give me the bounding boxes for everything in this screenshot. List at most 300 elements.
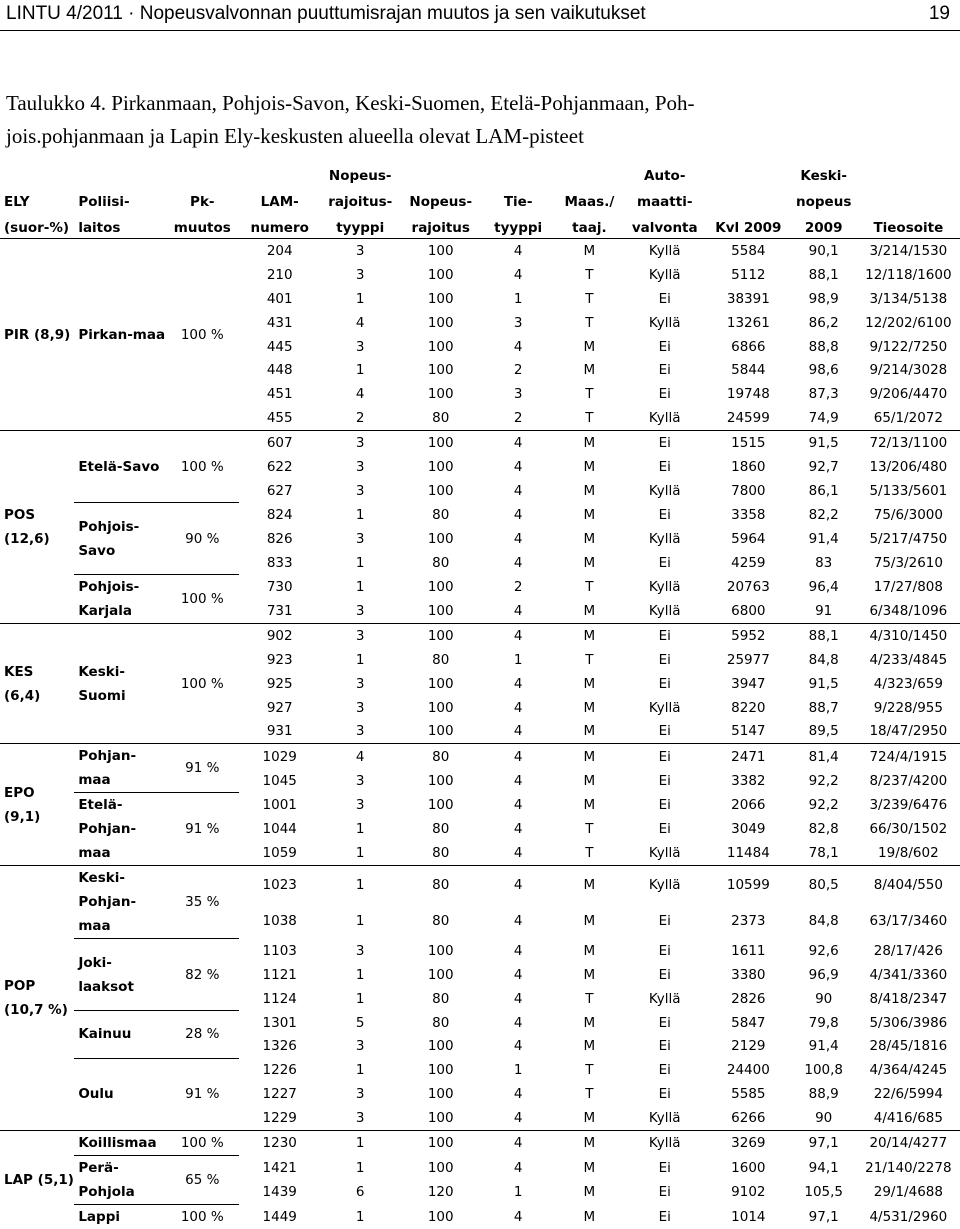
data-cell: 75/3/2610 bbox=[857, 551, 960, 575]
data-cell: 1 bbox=[320, 963, 401, 987]
data-cell: 4 bbox=[481, 841, 555, 866]
police-office-cell: Lappi bbox=[74, 1205, 165, 1229]
data-cell: 79,8 bbox=[791, 1011, 857, 1035]
data-cell: Kyllä bbox=[623, 239, 706, 263]
data-cell: 21/140/2278 bbox=[857, 1156, 960, 1181]
header-speed-line-1: Keski- bbox=[791, 160, 857, 186]
data-cell: 1 bbox=[320, 1205, 401, 1229]
data-cell: 83 bbox=[791, 551, 857, 575]
data-cell: Ei bbox=[623, 648, 706, 672]
data-cell: 96,4 bbox=[791, 574, 857, 598]
data-cell: 1 bbox=[320, 903, 401, 939]
data-cell: 4 bbox=[481, 1082, 555, 1106]
header-address-line-2 bbox=[857, 186, 960, 212]
data-cell: 5112 bbox=[706, 263, 791, 287]
data-cell: 28/45/1816 bbox=[857, 1034, 960, 1058]
data-cell: Ei bbox=[623, 793, 706, 817]
header-limit-line-1 bbox=[400, 160, 481, 186]
data-cell: M bbox=[555, 793, 623, 817]
data-cell: 3 bbox=[320, 769, 401, 793]
data-cell: 1023 bbox=[239, 866, 320, 903]
data-cell: 75/6/3000 bbox=[857, 503, 960, 527]
data-cell: M bbox=[555, 963, 623, 987]
data-cell: 431 bbox=[239, 311, 320, 335]
data-cell: Kyllä bbox=[623, 1106, 706, 1130]
data-cell: T bbox=[555, 841, 623, 866]
data-cell: 724/4/1915 bbox=[857, 744, 960, 769]
page-header bbox=[0, 0, 960, 31]
change-cell: 100 % bbox=[165, 1205, 239, 1229]
page-number: 19 bbox=[929, 3, 950, 25]
data-cell: 4 bbox=[481, 793, 555, 817]
data-cell: 87,3 bbox=[791, 382, 857, 406]
data-cell: 13/206/480 bbox=[857, 455, 960, 479]
table-row bbox=[0, 623, 960, 647]
data-cell: 88,1 bbox=[791, 623, 857, 647]
caption-line-2: jois.pohjanmaan ja Lapin Ely-keskusten alueella olevat LAM-pisteet bbox=[6, 120, 766, 153]
data-cell: 90 bbox=[791, 1106, 857, 1130]
data-cell: 4/531/2960 bbox=[857, 1205, 960, 1229]
data-cell: 86,1 bbox=[791, 479, 857, 503]
data-cell: M bbox=[555, 358, 623, 382]
data-cell: 607 bbox=[239, 431, 320, 455]
table-row bbox=[0, 503, 960, 527]
header-road_type-line-2: Tie- bbox=[481, 186, 555, 212]
data-cell: 94,1 bbox=[791, 1156, 857, 1181]
data-cell: 97,1 bbox=[791, 1205, 857, 1229]
data-cell: 5844 bbox=[706, 358, 791, 382]
data-cell: M bbox=[555, 551, 623, 575]
data-cell: 5847 bbox=[706, 1011, 791, 1035]
data-cell: Kyllä bbox=[623, 479, 706, 503]
data-cell: 3 bbox=[320, 1034, 401, 1058]
running-header: LINTU 4/2011 · Nopeusvalvonnan puuttumisrajan muutos ja sen vaikutukset bbox=[6, 3, 646, 25]
data-cell: 9/122/7250 bbox=[857, 335, 960, 359]
data-cell: 1 bbox=[320, 817, 401, 841]
data-cell: 451 bbox=[239, 382, 320, 406]
data-cell: 100 bbox=[400, 431, 481, 455]
table-row bbox=[0, 939, 960, 963]
data-cell: 22/6/5994 bbox=[857, 1082, 960, 1106]
data-cell: 38391 bbox=[706, 287, 791, 311]
data-cell: M bbox=[555, 1106, 623, 1130]
data-cell: 88,1 bbox=[791, 263, 857, 287]
police-office-cell: Perä-Pohjola bbox=[74, 1156, 165, 1205]
data-cell: T bbox=[555, 287, 623, 311]
data-cell: 3269 bbox=[706, 1131, 791, 1156]
table-row bbox=[0, 574, 960, 598]
data-cell: 3/134/5138 bbox=[857, 287, 960, 311]
data-cell: Ei bbox=[623, 1205, 706, 1229]
change-cell: 65 % bbox=[165, 1156, 239, 1205]
table-body bbox=[0, 239, 960, 1229]
data-cell: 4 bbox=[481, 696, 555, 720]
data-cell: 29/1/4688 bbox=[857, 1180, 960, 1205]
data-cell: 100 bbox=[400, 382, 481, 406]
data-cell: T bbox=[555, 648, 623, 672]
data-cell: 3 bbox=[320, 939, 401, 963]
data-cell: 5 bbox=[320, 1011, 401, 1035]
data-cell: 25977 bbox=[706, 648, 791, 672]
data-cell: 1 bbox=[320, 1058, 401, 1082]
data-cell: 1059 bbox=[239, 841, 320, 866]
data-cell: 88,7 bbox=[791, 696, 857, 720]
data-cell: 3 bbox=[481, 311, 555, 335]
table-row bbox=[0, 239, 960, 263]
data-cell: 100 bbox=[400, 672, 481, 696]
data-cell: 100,8 bbox=[791, 1058, 857, 1082]
table-row bbox=[0, 1156, 960, 1181]
data-cell: 96,9 bbox=[791, 963, 857, 987]
data-cell: Kyllä bbox=[623, 574, 706, 598]
data-cell: 3380 bbox=[706, 963, 791, 987]
data-cell: 1 bbox=[320, 574, 401, 598]
data-cell: M bbox=[555, 623, 623, 647]
data-cell: 1 bbox=[320, 1131, 401, 1156]
data-cell: Kyllä bbox=[623, 311, 706, 335]
header-limit_type-line-1: Nopeus- bbox=[320, 160, 401, 186]
data-cell: 1 bbox=[320, 648, 401, 672]
data-cell: M bbox=[555, 455, 623, 479]
data-cell: 5147 bbox=[706, 720, 791, 744]
data-cell: 4 bbox=[481, 335, 555, 359]
data-cell: 925 bbox=[239, 672, 320, 696]
header-limit_type-line-3: tyyppi bbox=[320, 212, 401, 239]
data-cell: 1 bbox=[320, 287, 401, 311]
change-cell: 100 % bbox=[165, 239, 239, 431]
ely-cell: POP (10,7 %) bbox=[0, 866, 74, 1131]
header-limit-line-2: Nopeus- bbox=[400, 186, 481, 212]
data-cell: 9102 bbox=[706, 1180, 791, 1205]
data-cell: M bbox=[555, 903, 623, 939]
data-cell: 4 bbox=[481, 503, 555, 527]
data-cell: 91 bbox=[791, 599, 857, 624]
data-cell: 82,2 bbox=[791, 503, 857, 527]
data-cell: 1 bbox=[320, 358, 401, 382]
data-cell: 3/214/1530 bbox=[857, 239, 960, 263]
data-cell: 4 bbox=[481, 551, 555, 575]
data-cell: 1230 bbox=[239, 1131, 320, 1156]
police-office-cell: Pohjan-maa bbox=[74, 744, 165, 793]
data-cell: 1014 bbox=[706, 1205, 791, 1229]
data-cell: 1038 bbox=[239, 903, 320, 939]
data-cell: Ei bbox=[623, 720, 706, 744]
data-cell: Ei bbox=[623, 287, 706, 311]
data-cell: 5/133/5601 bbox=[857, 479, 960, 503]
data-cell: 4 bbox=[481, 963, 555, 987]
data-cell: 401 bbox=[239, 287, 320, 311]
data-cell: 1326 bbox=[239, 1034, 320, 1058]
header-auto-line-2: maatti- bbox=[623, 186, 706, 212]
data-cell: 4 bbox=[481, 987, 555, 1011]
data-cell: 100 bbox=[400, 769, 481, 793]
lam-table bbox=[0, 160, 960, 1229]
ely-cell: PIR (8,9) bbox=[0, 239, 74, 431]
data-cell: 6800 bbox=[706, 599, 791, 624]
data-cell: Ei bbox=[623, 672, 706, 696]
data-cell: 5964 bbox=[706, 527, 791, 551]
data-cell: 3 bbox=[320, 720, 401, 744]
police-office-cell: Koillismaa bbox=[74, 1131, 165, 1156]
data-cell: 6866 bbox=[706, 335, 791, 359]
data-cell: 8/418/2347 bbox=[857, 987, 960, 1011]
data-cell: 3 bbox=[320, 1106, 401, 1130]
data-cell: Kyllä bbox=[623, 406, 706, 430]
data-cell: 3 bbox=[320, 599, 401, 624]
change-cell: 82 % bbox=[165, 939, 239, 1011]
data-cell: 4259 bbox=[706, 551, 791, 575]
data-cell: Ei bbox=[623, 335, 706, 359]
data-cell: 100 bbox=[400, 1034, 481, 1058]
data-cell: 4/341/3360 bbox=[857, 963, 960, 987]
data-cell: 92,6 bbox=[791, 939, 857, 963]
data-cell: 12/118/1600 bbox=[857, 263, 960, 287]
data-cell: 80 bbox=[400, 551, 481, 575]
data-cell: 92,7 bbox=[791, 455, 857, 479]
data-cell: 204 bbox=[239, 239, 320, 263]
data-cell: 24599 bbox=[706, 406, 791, 430]
data-cell: 1229 bbox=[239, 1106, 320, 1130]
caption-line-1: Taulukko 4. Pirkanmaan, Pohjois-Savon, Keski-Suomen, Etelä-Pohjanmaan, Poh- bbox=[6, 87, 766, 120]
data-cell: M bbox=[555, 696, 623, 720]
data-cell: 1860 bbox=[706, 455, 791, 479]
police-office-cell: Joki-laaksot bbox=[74, 939, 165, 1011]
data-cell: 28/17/426 bbox=[857, 939, 960, 963]
data-cell: 80 bbox=[400, 744, 481, 769]
data-cell: 97,1 bbox=[791, 1131, 857, 1156]
data-cell: 100 bbox=[400, 939, 481, 963]
data-cell: 89,5 bbox=[791, 720, 857, 744]
data-cell: 3 bbox=[320, 1082, 401, 1106]
data-cell: 1 bbox=[481, 648, 555, 672]
data-cell: 91,5 bbox=[791, 431, 857, 455]
police-office-cell: Kainuu bbox=[74, 1011, 165, 1059]
data-cell: 81,4 bbox=[791, 744, 857, 769]
data-cell: M bbox=[555, 720, 623, 744]
data-cell: 1439 bbox=[239, 1180, 320, 1205]
data-cell: 91,4 bbox=[791, 1034, 857, 1058]
data-cell: 98,6 bbox=[791, 358, 857, 382]
data-cell: Ei bbox=[623, 939, 706, 963]
data-cell: 1045 bbox=[239, 769, 320, 793]
change-cell: 100 % bbox=[165, 431, 239, 503]
data-cell: Ei bbox=[623, 963, 706, 987]
data-cell: 88,8 bbox=[791, 335, 857, 359]
header-office-line-3: laitos bbox=[74, 212, 165, 239]
data-cell: 80 bbox=[400, 648, 481, 672]
data-cell: 4/233/4845 bbox=[857, 648, 960, 672]
data-cell: 82,8 bbox=[791, 817, 857, 841]
data-cell: Ei bbox=[623, 903, 706, 939]
data-cell: M bbox=[555, 503, 623, 527]
data-cell: 11484 bbox=[706, 841, 791, 866]
data-cell: 4 bbox=[481, 455, 555, 479]
data-cell: 627 bbox=[239, 479, 320, 503]
data-cell: 10599 bbox=[706, 866, 791, 903]
data-cell: Kyllä bbox=[623, 987, 706, 1011]
data-cell: 91,4 bbox=[791, 527, 857, 551]
data-cell: 72/13/1100 bbox=[857, 431, 960, 455]
data-cell: 4 bbox=[481, 1034, 555, 1058]
data-cell: 24400 bbox=[706, 1058, 791, 1082]
data-cell: M bbox=[555, 1131, 623, 1156]
data-cell: 80 bbox=[400, 406, 481, 430]
data-cell: 1301 bbox=[239, 1011, 320, 1035]
data-cell: Ei bbox=[623, 431, 706, 455]
change-cell: 35 % bbox=[165, 866, 239, 939]
data-cell: 1449 bbox=[239, 1205, 320, 1229]
data-cell: 63/17/3460 bbox=[857, 903, 960, 939]
data-cell: 3 bbox=[320, 696, 401, 720]
table-header bbox=[0, 160, 960, 239]
data-cell: 100 bbox=[400, 793, 481, 817]
table-row bbox=[0, 744, 960, 769]
data-cell: 1 bbox=[320, 551, 401, 575]
data-cell: Ei bbox=[623, 623, 706, 647]
data-cell: 4 bbox=[481, 744, 555, 769]
table-row bbox=[0, 793, 960, 817]
data-cell: 2129 bbox=[706, 1034, 791, 1058]
data-cell: 100 bbox=[400, 1156, 481, 1181]
data-cell: Kyllä bbox=[623, 696, 706, 720]
data-cell: 4 bbox=[481, 1131, 555, 1156]
data-cell: 4 bbox=[481, 769, 555, 793]
data-cell: 19748 bbox=[706, 382, 791, 406]
data-cell: 833 bbox=[239, 551, 320, 575]
data-cell: 100 bbox=[400, 963, 481, 987]
header-road_type-line-1 bbox=[481, 160, 555, 186]
data-cell: 3 bbox=[320, 239, 401, 263]
data-cell: 80 bbox=[400, 903, 481, 939]
data-cell: 20/14/4277 bbox=[857, 1131, 960, 1156]
data-cell: 120 bbox=[400, 1180, 481, 1205]
data-cell: T bbox=[555, 311, 623, 335]
data-cell: T bbox=[555, 1082, 623, 1106]
data-cell: 1 bbox=[481, 1058, 555, 1082]
data-cell: M bbox=[555, 527, 623, 551]
change-cell: 28 % bbox=[165, 1011, 239, 1059]
data-cell: Ei bbox=[623, 551, 706, 575]
header-terrain-line-2: Maas./ bbox=[555, 186, 623, 212]
data-cell: 4 bbox=[481, 817, 555, 841]
data-cell: 3 bbox=[320, 623, 401, 647]
ely-cell: LAP (5,1) bbox=[0, 1131, 74, 1229]
data-cell: 100 bbox=[400, 1106, 481, 1130]
data-cell: 5/217/4750 bbox=[857, 527, 960, 551]
data-cell: 1611 bbox=[706, 939, 791, 963]
data-cell: 105,5 bbox=[791, 1180, 857, 1205]
data-cell: M bbox=[555, 479, 623, 503]
data-cell: M bbox=[555, 866, 623, 903]
data-cell: Ei bbox=[623, 503, 706, 527]
data-cell: 731 bbox=[239, 599, 320, 624]
change-cell: 100 % bbox=[165, 623, 239, 743]
data-cell: 3947 bbox=[706, 672, 791, 696]
data-cell: 100 bbox=[400, 358, 481, 382]
data-cell: 1226 bbox=[239, 1058, 320, 1082]
data-cell: Ei bbox=[623, 744, 706, 769]
data-cell: 927 bbox=[239, 696, 320, 720]
data-cell: 9/228/955 bbox=[857, 696, 960, 720]
data-cell: 5585 bbox=[706, 1082, 791, 1106]
data-cell: 4 bbox=[481, 903, 555, 939]
data-cell: Ei bbox=[623, 769, 706, 793]
data-cell: Ei bbox=[623, 1034, 706, 1058]
data-cell: 622 bbox=[239, 455, 320, 479]
data-cell: 80 bbox=[400, 987, 481, 1011]
data-cell: 4 bbox=[481, 527, 555, 551]
data-cell: 2 bbox=[320, 406, 401, 430]
data-cell: Ei bbox=[623, 1011, 706, 1035]
header-lam-line-3: numero bbox=[239, 212, 320, 239]
change-cell: 91 % bbox=[165, 793, 239, 866]
header-kvl-line-3: Kvl 2009 bbox=[706, 212, 791, 239]
data-cell: 4 bbox=[481, 263, 555, 287]
data-cell: 98,9 bbox=[791, 287, 857, 311]
police-office-cell: Pohjois-Savo bbox=[74, 503, 165, 575]
data-cell: 100 bbox=[400, 527, 481, 551]
data-cell: 84,8 bbox=[791, 648, 857, 672]
data-cell: T bbox=[555, 1058, 623, 1082]
data-cell: 80 bbox=[400, 866, 481, 903]
data-cell: 100 bbox=[400, 335, 481, 359]
data-cell: 1 bbox=[320, 503, 401, 527]
data-cell: 210 bbox=[239, 263, 320, 287]
data-cell: 12/202/6100 bbox=[857, 311, 960, 335]
police-office-cell: Keski-Suomi bbox=[74, 623, 165, 743]
data-cell: M bbox=[555, 744, 623, 769]
data-cell: 66/30/1502 bbox=[857, 817, 960, 841]
data-cell: M bbox=[555, 1180, 623, 1205]
table-row bbox=[0, 1058, 960, 1082]
change-cell: 91 % bbox=[165, 744, 239, 793]
data-cell: 5/306/3986 bbox=[857, 1011, 960, 1035]
data-cell: 4 bbox=[481, 239, 555, 263]
header-road_type-line-3: tyyppi bbox=[481, 212, 555, 239]
data-cell: 100 bbox=[400, 1082, 481, 1106]
police-office-cell: Pirkan-maa bbox=[74, 239, 165, 431]
data-cell: Kyllä bbox=[623, 263, 706, 287]
data-cell: 1600 bbox=[706, 1156, 791, 1181]
data-cell: 4 bbox=[481, 1205, 555, 1229]
data-cell: 6 bbox=[320, 1180, 401, 1205]
data-cell: M bbox=[555, 599, 623, 624]
data-cell: 20763 bbox=[706, 574, 791, 598]
data-cell: 1103 bbox=[239, 939, 320, 963]
data-cell: Ei bbox=[623, 1082, 706, 1106]
data-cell: T bbox=[555, 987, 623, 1011]
data-cell: 17/27/808 bbox=[857, 574, 960, 598]
data-cell: 80 bbox=[400, 841, 481, 866]
data-cell: 1515 bbox=[706, 431, 791, 455]
table-caption bbox=[6, 87, 766, 153]
ely-cell: POS (12,6) bbox=[0, 431, 74, 624]
data-cell: 4 bbox=[320, 382, 401, 406]
data-cell: 100 bbox=[400, 311, 481, 335]
data-cell: 84,8 bbox=[791, 903, 857, 939]
data-cell: 65/1/2072 bbox=[857, 406, 960, 430]
data-cell: M bbox=[555, 1205, 623, 1229]
data-cell: 80,5 bbox=[791, 866, 857, 903]
data-cell: Kyllä bbox=[623, 841, 706, 866]
data-cell: 8/404/550 bbox=[857, 866, 960, 903]
data-cell: 4 bbox=[481, 623, 555, 647]
data-cell: 4 bbox=[481, 720, 555, 744]
data-cell: 2066 bbox=[706, 793, 791, 817]
data-cell: 80 bbox=[400, 817, 481, 841]
data-cell: 90,1 bbox=[791, 239, 857, 263]
data-cell: 3 bbox=[320, 335, 401, 359]
